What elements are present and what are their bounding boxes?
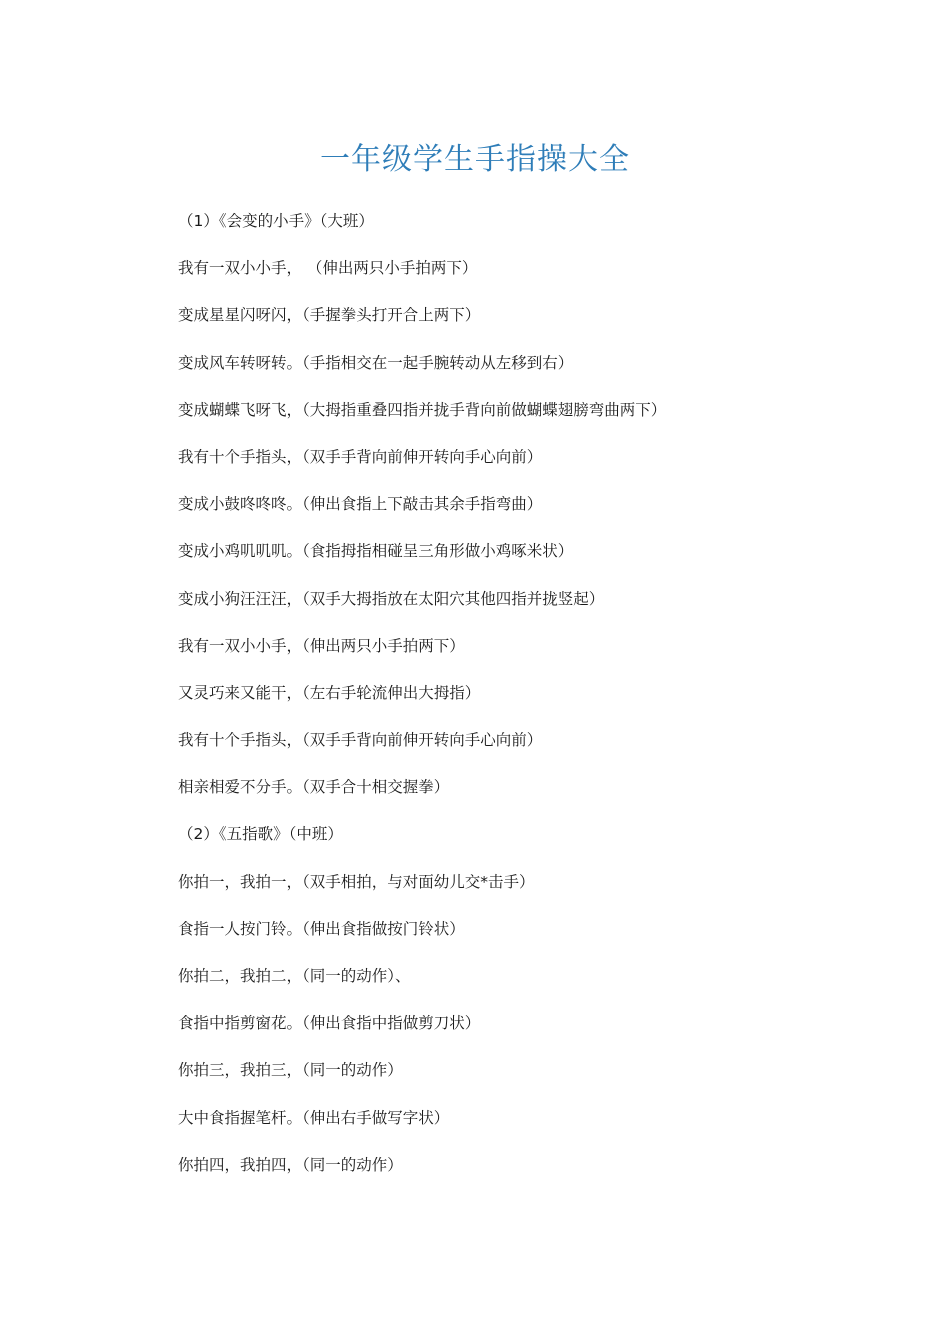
text-line: 变成小鸡叽叽叽。（食指拇指相碰呈三角形做小鸡啄米状） [178, 542, 574, 561]
text-line: 你拍三，我拍三，（同一的动作） [178, 1061, 403, 1080]
text-line: 又灵巧来又能干，（左右手轮流伸出大拇指） [178, 683, 481, 702]
text-line: 食指一人按门铃。（伸出食指做按门铃状） [178, 919, 465, 938]
text-line: 相亲相爱不分手。（双手合十相交握拳） [178, 778, 450, 797]
text-line: 我有十个手指头，（双手手背向前伸开转向手心向前） [178, 447, 543, 466]
section-heading: （1）《会变的小手》（大班） [178, 212, 374, 230]
text-line: 我有一双小小手， （伸出两只小手拍两下） [178, 259, 478, 278]
text-line: 大中食指握笔杆。（伸出右手做写字状） [178, 1108, 450, 1127]
text-line: 变成小狗汪汪汪，（双手大拇指放在太阳穴其他四指并拢竖起） [178, 589, 605, 608]
text-line: 变成风车转呀转。（手指相交在一起手腕转动从左移到右） [178, 353, 574, 372]
text-line: 变成星星闪呀闪，（手握拳头打开合上两下） [178, 306, 481, 325]
text-line: 变成蝴蝶飞呀飞，（大拇指重叠四指并拢手背向前做蝴蝶翅膀弯曲两下） [178, 400, 667, 419]
document-body [178, 207, 878, 1198]
text-line: 我有十个手指头，（双手手背向前伸开转向手心向前） [178, 731, 543, 750]
document-title: 一年级学生手指操大全 [320, 142, 630, 177]
section-heading: （2）《五指歌》（中班） [178, 825, 343, 844]
text-line: 变成小鼓咚咚咚。（伸出食指上下敲击其余手指弯曲） [178, 495, 543, 514]
text-line: 我有一双小小手，（伸出两只小手拍两下） [178, 636, 465, 655]
text-line: 食指中指剪窗花。（伸出食指中指做剪刀状） [178, 1014, 481, 1033]
text-line: 你拍二，我拍二，（同一的动作）、 [178, 967, 411, 985]
text-line: 你拍一，我拍一，（双手相拍，与对面幼儿交*击手） [178, 872, 535, 891]
text-line: 你拍四，我拍四，（同一的动作） [178, 1155, 403, 1174]
